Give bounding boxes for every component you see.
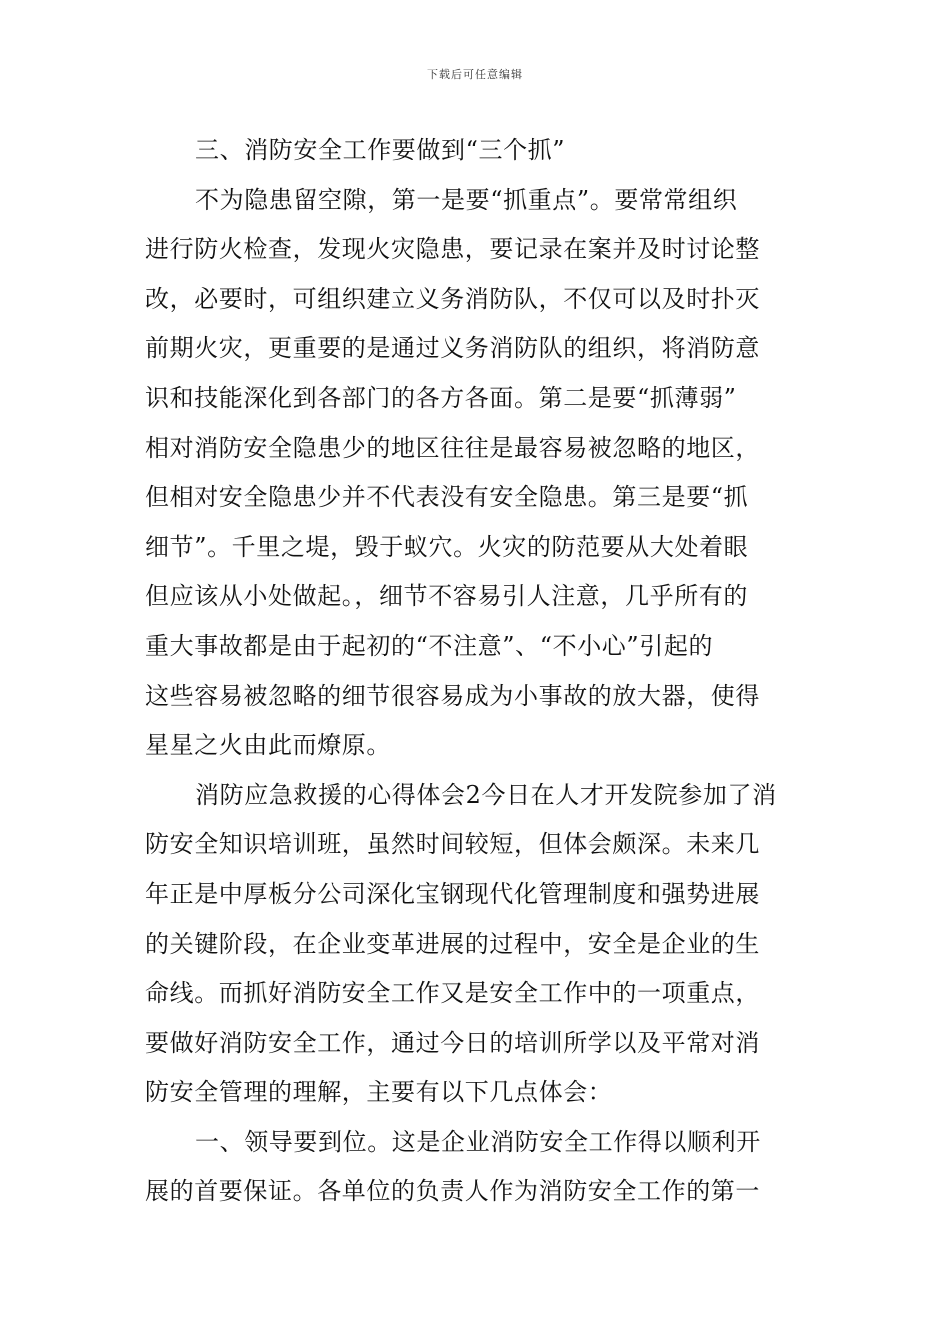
- paragraph-line: 重大事故都是由于起初的“不注意”、“不小心”引起的: [145, 631, 714, 660]
- paragraph-line: 命线。而抓好消防安全工作又是安全工作中的一项重点，: [145, 979, 760, 1008]
- paragraph-line: 改，必要时，可组织建立义务消防队，不仅可以及时扑灭: [145, 284, 760, 313]
- document-body: [145, 126, 805, 1217]
- paragraph-line: 要做好消防安全工作，通过今日的培训所学以及平常对消: [145, 1028, 760, 1057]
- paragraph-line: 进行防火检查，发现火灾隐患，要记录在案并及时讨论整: [145, 235, 760, 264]
- paragraph-line: 细节”。千里之堤，毁于蚁穴。火灾的防范要从大处着眼: [145, 532, 749, 561]
- paragraph-line: 一、领导要到位。这是企业消防安全工作得以顺利开: [195, 1127, 761, 1156]
- paragraph-line: 消防应急救援的心得体会2今日在人才开发院参加了消: [195, 780, 777, 809]
- paragraph-line: 星星之火由此而燎原。: [145, 731, 391, 760]
- paragraph-line: 但应该从小处做起。，细节不容易引人注意，几乎所有的: [145, 582, 748, 611]
- paragraph-line: 不为隐患留空隙，第一是要“抓重点”。要常常组织: [195, 185, 738, 214]
- paragraph-line: 年正是中厚板分公司深化宝钢现代化管理制度和强势进展: [145, 879, 760, 908]
- paragraph-line: 防安全管理的理解，主要有以下几点体会：: [145, 1078, 613, 1107]
- paragraph-line: 这些容易被忽略的细节很容易成为小事故的放大器，使得: [145, 681, 760, 710]
- paragraph-line: 但相对安全隐患少并不代表没有安全隐患。第三是要“抓: [145, 483, 749, 512]
- paragraph-line: 相对消防安全隐患少的地区往往是最容易被忽略的地区，: [145, 433, 760, 462]
- section-heading: 三、消防安全工作要做到“三个抓”: [195, 136, 566, 164]
- header-note: 下载后可任意编辑: [427, 68, 523, 81]
- paragraph-line: 展的首要保证。各单位的负责人作为消防安全工作的第一: [145, 1177, 760, 1206]
- paragraph-line: 的关键阶段，在企业变革进展的过程中，安全是企业的生: [145, 929, 760, 958]
- paragraph-line: 前期火灾，更重要的是通过义务消防队的组织，将消防意: [145, 334, 760, 363]
- paragraph-line: 防安全知识培训班，虽然时间较短，但体会颇深。未来几: [145, 830, 760, 859]
- paragraph-line: 识和技能深化到各部门的各方各面。第二是要“抓薄弱”: [145, 383, 737, 412]
